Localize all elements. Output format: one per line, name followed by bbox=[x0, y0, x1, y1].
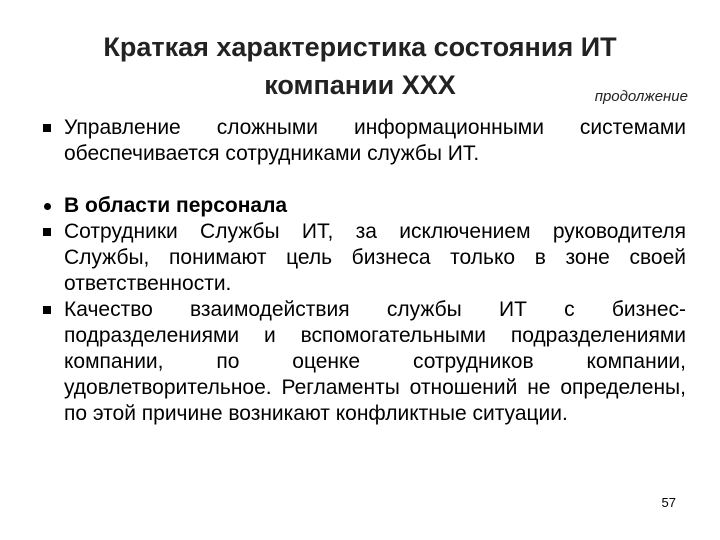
slide-title-line-1: Краткая характеристика состояния ИТ bbox=[103, 32, 617, 62]
square-bullet-icon bbox=[43, 228, 51, 236]
page-number: 57 bbox=[661, 495, 676, 510]
continuation-note: продолжение bbox=[594, 88, 688, 105]
bullet-item-personnel-heading bbox=[36, 193, 686, 219]
bullet-text: Качество взаимодействия службы ИТ с бизнес-подразделениями и вспомогательными подразделениями компании, по оценке сотрудников компании, удовлетворительное. Регламенты отношений не определены, по этой причине возникают конфликтные ситуации. bbox=[64, 298, 686, 425]
bullet-item-systems bbox=[36, 115, 686, 167]
spacer bbox=[36, 167, 686, 193]
bullet-text: Управление сложными информационными системами обеспечивается сотрудниками службы ИТ. bbox=[64, 116, 686, 165]
slide-title bbox=[40, 28, 680, 104]
slide-title-line-2: компании ХХХ bbox=[264, 70, 456, 100]
square-bullet-icon bbox=[43, 306, 51, 314]
round-bullet-icon bbox=[44, 203, 51, 210]
bullet-item-staff bbox=[36, 219, 686, 297]
bullet-text: В области персонала bbox=[64, 194, 288, 217]
bullet-text: Сотрудники Службы ИТ, за исключением руководителя Службы, понимают цель бизнеса только в зоне своей ответственности. bbox=[64, 220, 686, 295]
square-bullet-icon bbox=[43, 124, 51, 132]
slide-body bbox=[36, 115, 686, 427]
bullet-item-interaction bbox=[36, 297, 686, 427]
